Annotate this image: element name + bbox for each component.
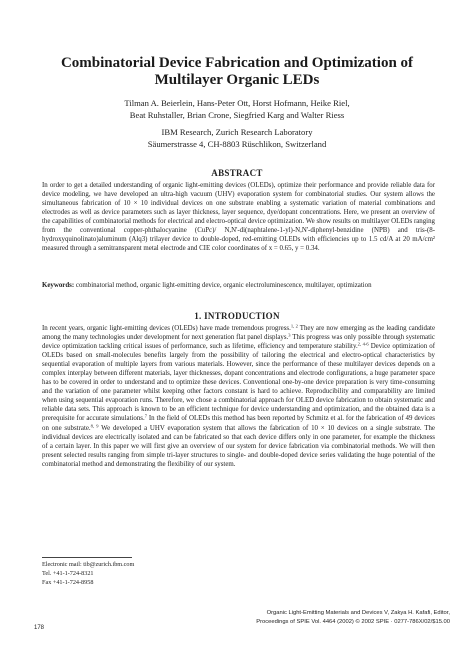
intro-text: In the field of OLEDs this method has been reported by Schmitz et al. for the fabrication of 49 devices on one substrate.	[42, 415, 435, 432]
citation: 3	[288, 332, 291, 338]
footer-line-1: Organic Light-Emitting Materials and Devices V, Zakya H. Kafafi, Editor,	[266, 610, 450, 616]
citation: 1, 2	[290, 323, 298, 329]
abstract-body: In order to get a detailed understanding of organic light-emitting devices (OLEDs), optimize their performance and provide reliable data for device modeling, we have developed an ultra-high vacuum (UHV) evaporation system for combinatorial studies. Our system allows the simultaneous fabrication of 10 × 10 individual devices on one substrate enabling a systematic variation of material combinations and electrodes as well as device parameters such as layer thickness, layer sequence, dye/dopant concentrations. Here, we present an overview of the capabilities of combinatorial methods for electrical and electro-optical device optimization. We show results on multilayer OLEDs ranging from the conventional copper-phthalocyanine (CuPc)/ N,N'-di(naphtalene-1-yl)-N,N'-diphenyl-benzidine (NPB) and tris-(8-hydroxyquinolinato)aluminum (Alq3) trilayer device to double-doped, red-emitting OLEDs with efficiencies up to 1.5 cd/A at 20 mA/cm² measured through a semitransparent metal electrode and CIE color coordinates of x = 0.65, y = 0.34.	[42, 182, 435, 253]
paper-title	[40, 55, 434, 89]
intro-text: In recent years, organic light-emitting devices (OLEDs) have made tremendous progress.	[42, 325, 291, 332]
title-line-2: Multilayer Organic LEDs	[154, 72, 320, 88]
author-list	[70, 97, 404, 121]
keywords-label: Keywords:	[42, 282, 75, 289]
abstract-heading: ABSTRACT	[211, 168, 263, 178]
keywords-paragraph	[42, 281, 435, 290]
footnote-email: Electronic mail: tib@zurich.ibm.com	[42, 561, 135, 568]
intro-text: They are now emerging as the leading candidate among the many technologies under development for next generation flat panel displays.	[42, 325, 436, 342]
footer-line-2: Proceedings of SPIE Vol. 4464 (2002) © 2002 SPIE · 0277-786X/02/$15.00	[256, 618, 450, 625]
authors-line-1: Tilman A. Beierlein, Hans-Peter Ott, Horst Hofmann, Heike Riel,	[124, 98, 350, 108]
citation: 7	[144, 413, 147, 419]
footnote-fax: Fax +41-1-724-8958	[42, 579, 94, 586]
intro-text: We developed a UHV evaporation system that allows the fabrication of 10 × 10 devices on a single substrate. The individual devices are electrically isolated and can be fabricated so that each device differs only in one parameter, for example the thickness of a certain layer. In this paper we will first give an overview of our system for device fabrication via combinatorial methods. We will then present selected results ranging from simple tri-layer structures to single- and double-doped device series validating the huge potential of the combinatorial method and demonstrating the flexibility of our system.	[42, 424, 435, 468]
authors-line-2: Beat Ruhstaller, Brian Crone, Siegfried Karg and Walter Riess	[129, 110, 345, 120]
intro-text: This progress was only possible through systematic device optimization tackling critical issues of performance, such as lifetime, efficiency and temperature stability.	[42, 334, 435, 351]
introduction-paragraph	[42, 324, 435, 469]
footnote-tel: Tel. +41-1-724-8321	[42, 570, 94, 577]
title-line-1: Combinatorial Device Fabrication and Optimization of	[60, 55, 414, 71]
section-heading-introduction: 1. INTRODUCTION	[194, 311, 280, 321]
intro-text: Device optimization of OLEDs based on small-molecules benefits largely from the possibility of tailoring the electrical and electro-optical characteristics by sequential evaporation of multiple layers from various materials. However, since the performance of these multilayer devices depends on a complex interplay between different materials, layer thicknesses, dopant concentrations and electrode configurations, a huge parameter space has to be covered in order to understand and to optimize these devices. Conventional one-by-one device preparation is very time-consuming and the variation of one parameter whilst keeping other factors constant is hard to achieve. Reproducibility and comparability are limited when using sequential evaporation runs. Therefore, we chose a combinatorial approach for OLED device fabrication to obtain systematic and reliable data sets. This approach is known to be an efficient technique for device understanding and optimization, and the obtained data is a prerequisite for accurate simulations.	[42, 343, 436, 423]
publication-footer	[194, 609, 450, 626]
citation: 8, 9	[90, 423, 99, 429]
citation: 2, 4-6	[357, 341, 369, 347]
footnote	[42, 560, 342, 587]
affiliation-line-2: Säumerstrasse 4, CH-8803 Rüschlikon, Switzerland	[147, 139, 327, 149]
affiliation	[70, 126, 404, 150]
keywords-text: combinatorial method, organic light-emitting device, organic electroluminescence, multilayer, optimization	[75, 282, 372, 289]
page-number: 178	[34, 625, 45, 631]
footnote-divider	[42, 557, 132, 558]
affiliation-line-1: IBM Research, Zurich Research Laboratory	[161, 127, 313, 137]
